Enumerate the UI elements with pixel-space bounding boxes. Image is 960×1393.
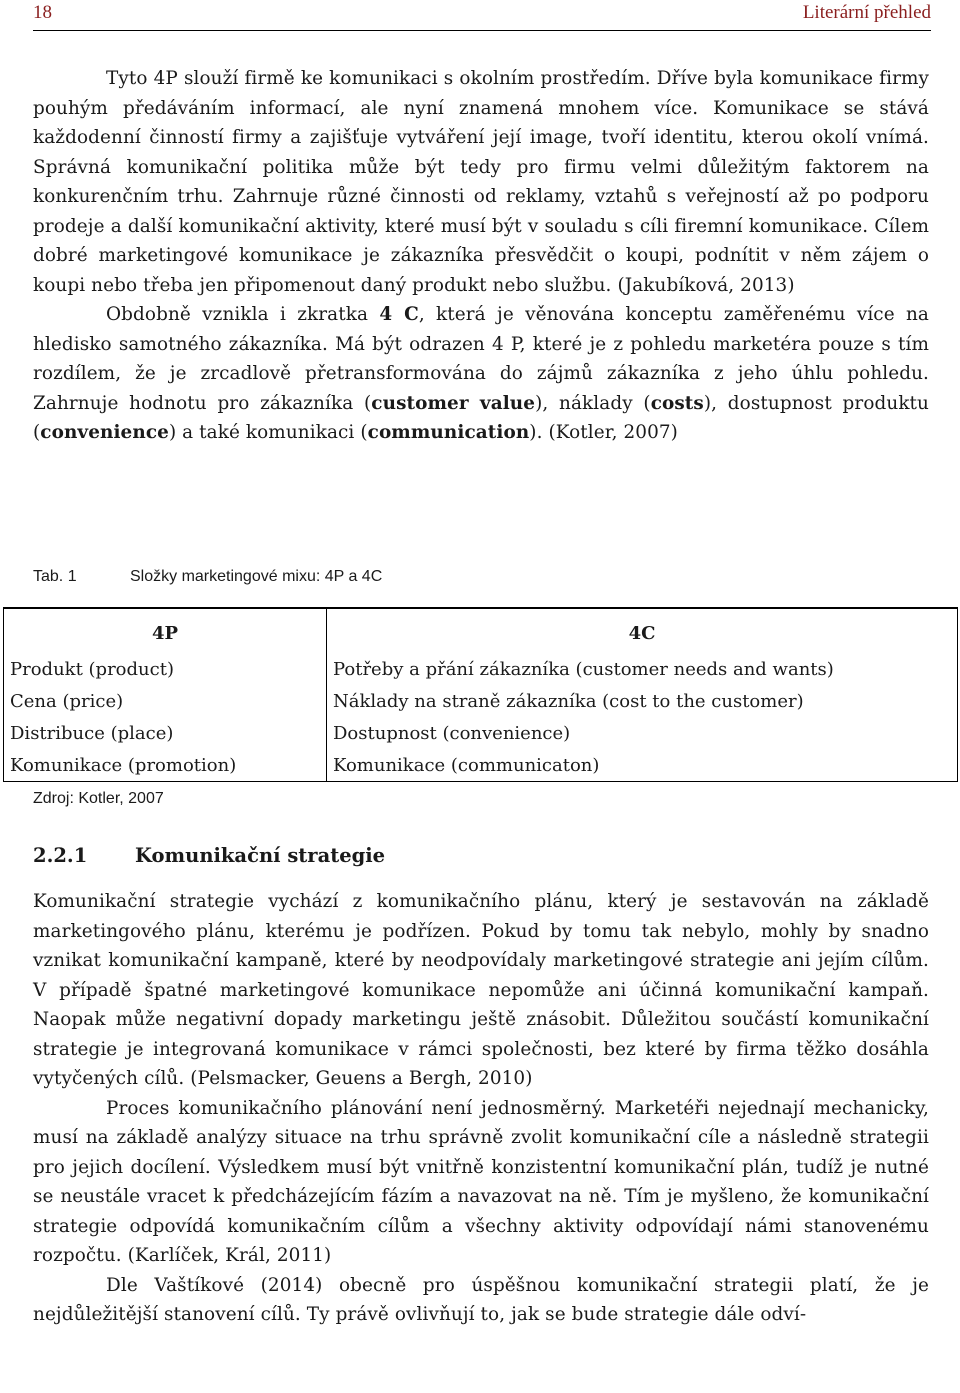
table-cell: Dostupnost (convenience) — [327, 717, 958, 749]
section-number: 2.2.1 — [33, 844, 88, 867]
table-label: Tab. 1 — [33, 568, 77, 585]
table-cell: Komunikace (promotion) — [4, 749, 327, 782]
section-paragraph-2: Proces komunikačního plánování není jednosměrný. Marketéři nejednají mechanicky, musí na základě analýzy situace na trhu správně zvolit komunikační cíle a následně strategii pro jejich docílení. Výsledkem musí být vnitřně konzistentní komunikační plán, tudíž je nutné se neustále vracet k předcházejícím fázím a navazovat na ně. Tím je myšleno, že komunikační strategie odpovídá komunikačním cílům a všechny aktivity odpovídají námi stanovenému rozpočtu. (Karlíček, Král, 2011) — [33, 1097, 929, 1266]
term-costs: costs — [650, 392, 704, 414]
section-paragraph-1: Komunikační strategie vychází z komunikačního plánu, který je sestavován na základě marketingového plánu, kterému je podřízen. Pokud by tomu tak nebylo, mohly by snadno vznikat komunikační kampaně, které by neodpovídaly marketingové strategie ani jejím cílům. V případě špatné marketingové komunikace nepomůže ani účinná komunikační kampaň. Naopak může negativní dopady marketingu ještě znásobit. Důležitou součástí komunikační strategie je integrovaná komunikace v rámci společnosti, bez které by firma těžko dosáhla vytyčených cílů. (Pelsmacker, Geuens a Bergh, 2010) — [33, 891, 929, 1089]
table-caption-text: Složky marketingové mixu: 4P a 4C — [130, 568, 383, 585]
table-header-row — [4, 608, 958, 653]
table-cell: Potřeby a přání zákazníka (customer needs and wants) — [327, 653, 958, 685]
intro-paragraph-2: Obdobně vznikla i zkratka 4 C, která je věnována konceptu zaměřenému více na hledisko samotného zákazníka. Má být odrazen 4 P, které je z pohledu marketéra pouze s tím rozdílem, že je zrcadlově přetransformována do zájmů zákazníka z jeho úhlu pohledu. Zahrnuje hodnotu pro zákazníka (customer value), náklady (costs), dostupnost produktu (convenience) a také komunikaci (communication). (Kotler, 2007) — [33, 304, 929, 443]
table-cell: Distribuce (place) — [4, 717, 327, 749]
section-text — [33, 887, 929, 1330]
header-4c: 4C — [327, 608, 958, 653]
term-communication: communication — [367, 422, 530, 443]
page-number: 18 — [33, 2, 52, 23]
section-title: Komunikační strategie — [135, 844, 386, 867]
header-4p: 4P — [4, 608, 327, 653]
intro-paragraph-1: Tyto 4P slouží firmě ke komunikaci s okolním prostředím. Dříve byla komunikace firmy pouhým předáváním informací, ale nyní znamená mnohem více. Komunikace se stává každodenní činností firmy a zajišťuje vytváření její image, tvoří identitu, kterou okolí vnímá. Správná komunikační politika může být tedy pro firmu velmi důležitým faktorem na konkurenčním trhu. Zahrnuje různé činnosti od reklamy, vztahů s veřejností až po podporu prodeje a další komunikační aktivity, které musí být v souladu s cíli firemní komunikace. Cílem dobré marketingové komunikace je zákazníka přesvědčit o koupi, podnítit v něm zájem o koupi nebo třeba jen připomenout daný produkt nebo službu. (Jakubíková, 2013) — [33, 68, 929, 296]
running-title: Literární přehled — [802, 2, 931, 23]
intro-text — [33, 64, 929, 448]
table-cell: Cena (price) — [4, 685, 327, 717]
term-4c: 4 C — [379, 304, 419, 325]
marketing-mix-table — [3, 607, 958, 782]
page-header — [33, 0, 931, 31]
table-row — [4, 685, 958, 717]
table-cell: Produkt (product) — [4, 653, 327, 685]
term-convenience: convenience — [40, 422, 169, 443]
table-row — [4, 717, 958, 749]
table-row — [4, 749, 958, 782]
table-cell: Náklady na straně zákazníka (cost to the customer) — [327, 685, 958, 717]
section-paragraph-3: Dle Vaštíkové (2014) obecně pro úspěšnou komunikační strategii platí, že je nejdůležitější stanovení cílů. Ty právě ovlivňují to, jak se bude strategie dále odví- — [33, 1274, 929, 1325]
term-customer-value: customer value — [371, 392, 536, 414]
table-source: Zdroj: Kotler, 2007 — [33, 790, 164, 807]
table-cell: Komunikace (communicaton) — [327, 749, 958, 782]
table-row — [4, 653, 958, 685]
